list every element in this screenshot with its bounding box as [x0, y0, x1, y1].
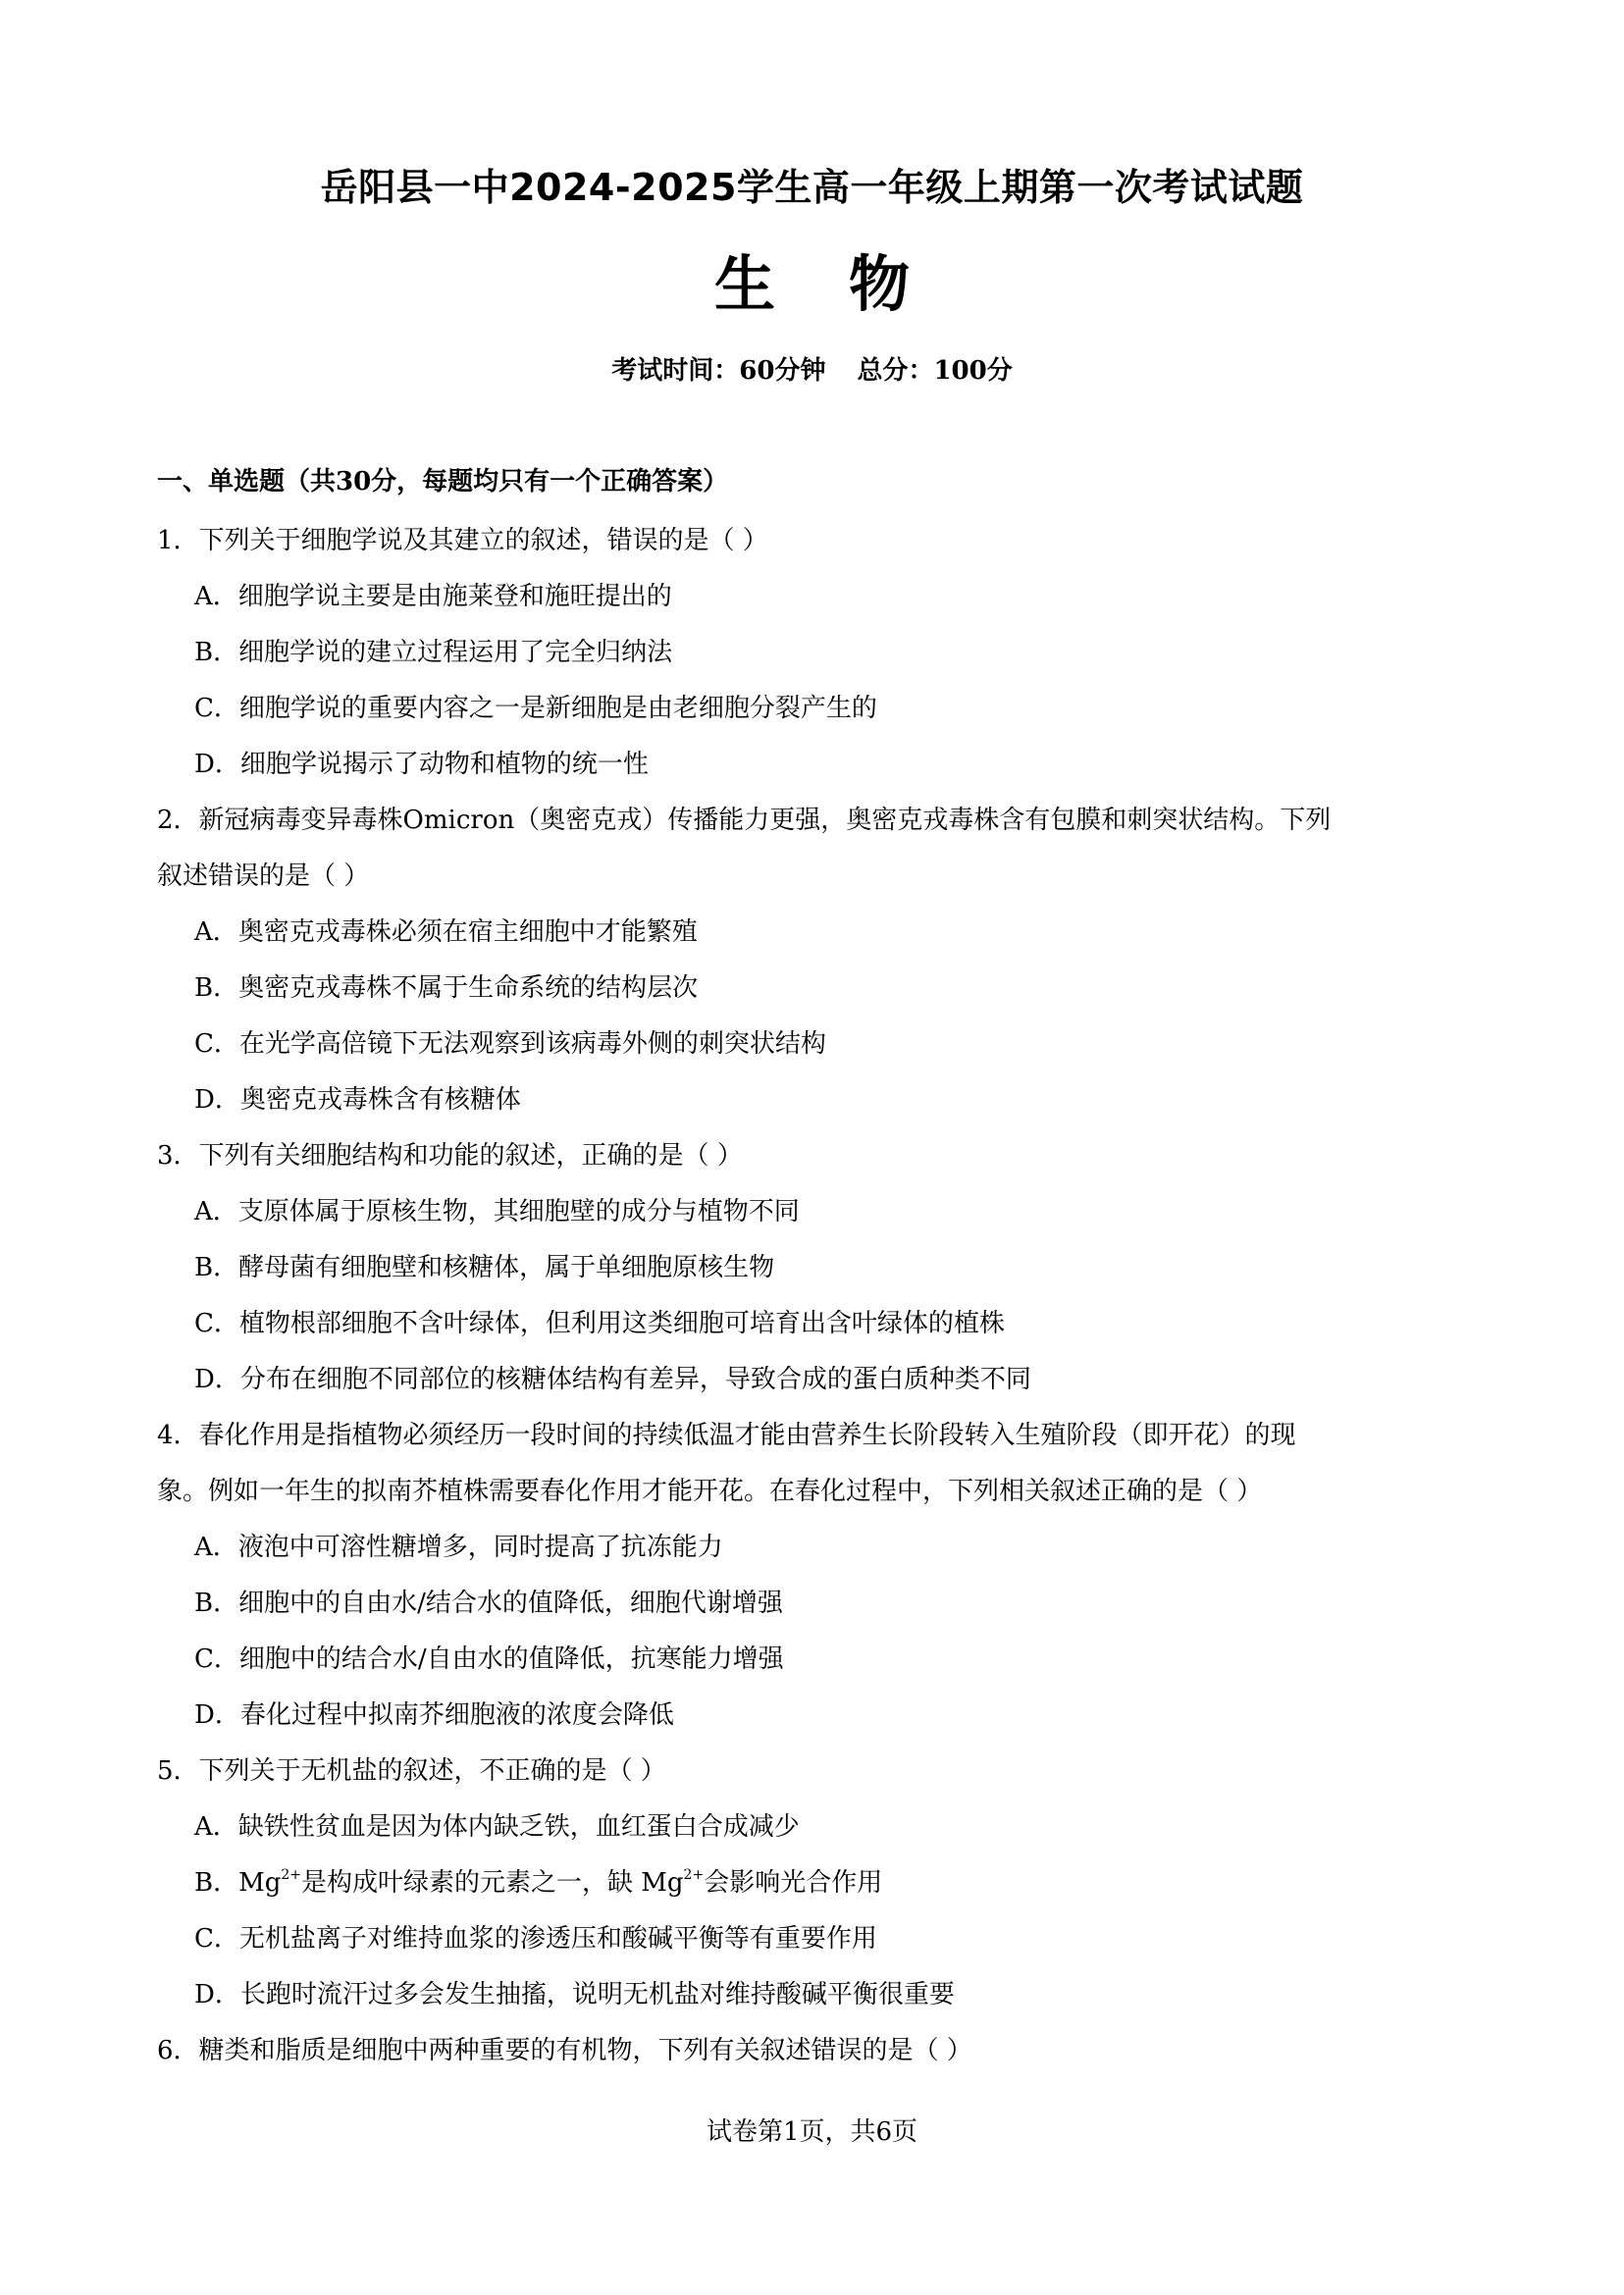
exam-info — [0, 350, 1624, 387]
question-5-option-b-middle: 是构成叶绿素的元素之一，缺 Mg — [301, 1868, 684, 1898]
magnesium-charge-superscript: 2+ — [683, 1867, 705, 1883]
question-2-stem-line-2: 叙述错误的是（ ） — [157, 861, 370, 891]
subject-title — [0, 235, 1624, 323]
question-4-option-c: C．细胞中的结合水/自由水的值降低，抗寒能力增强 — [194, 1644, 784, 1674]
question-5-option-b-suffix: 会影响光合作用 — [704, 1868, 883, 1898]
question-4-option-a: A．液泡中可溶性糖增多，同时提高了抗冻能力 — [194, 1533, 723, 1562]
subject-char-2: 物 — [849, 248, 911, 320]
question-5-option-a: A．缺铁性贫血是因为体内缺乏铁，血红蛋白合成减少 — [194, 1812, 800, 1842]
question-2-option-c: C．在光学高倍镜下无法观察到该病毒外侧的刺突状结构 — [194, 1029, 826, 1059]
question-4-stem-line-1: 4．春化作用是指植物必须经历一段时间的持续低温才能由营养生长阶段转入生殖阶段（即开花）的现 — [157, 1421, 1296, 1450]
subject-char-1: 生 — [713, 248, 775, 320]
question-2-stem-line-1: 2．新冠病毒变异毒株Omicron（奥密克戎）传播能力更强，奥密克戎毒株含有包膜和刺突状结构。下列 — [157, 806, 1332, 835]
exam-title: 岳阳县一中2024-2025学生高一年级上期第一次考试试题 — [320, 166, 1304, 209]
exam-total-score: 总分：100分 — [857, 356, 1013, 386]
question-5-option-d: D．长跑时流汗过多会发生抽搐，说明无机盐对维持酸碱平衡很重要 — [194, 1980, 955, 2009]
question-5-option-b — [194, 1865, 882, 1901]
question-1-option-a: A．细胞学说主要是由施莱登和施旺提出的 — [194, 582, 672, 611]
question-2-option-b: B．奥密克戎毒株不属于生命系统的结构层次 — [194, 973, 699, 1003]
question-3-option-c: C．植物根部细胞不含叶绿体，但利用这类细胞可培育出含叶绿体的植株 — [194, 1309, 1005, 1338]
question-5-option-b-prefix: B．Mg — [194, 1868, 282, 1898]
question-4-option-d: D．春化过程中拟南芥细胞液的浓度会降低 — [194, 1700, 674, 1730]
question-3-stem: 3．下列有关细胞结构和功能的叙述，正确的是（ ） — [157, 1141, 743, 1171]
question-4-option-b: B．细胞中的自由水/结合水的值降低，细胞代谢增强 — [194, 1589, 783, 1618]
question-1-option-c: C．细胞学说的重要内容之一是新细胞是由老细胞分裂产生的 — [194, 694, 877, 723]
section-heading: 一、单选题（共30分，每题均只有一个正确答案） — [157, 467, 729, 496]
question-5-stem: 5．下列关于无机盐的叙述，不正确的是（ ） — [157, 1756, 666, 1786]
exam-time: 考试时间：60分钟 — [611, 356, 826, 386]
question-6-stem: 6．糖类和脂质是细胞中两种重要的有机物，下列有关叙述错误的是（ ） — [157, 2036, 972, 2065]
question-3-option-d: D．分布在细胞不同部位的核糖体结构有差异，导致合成的蛋白质种类不同 — [194, 1365, 1031, 1394]
question-3-option-a: A．支原体属于原核生物，其细胞壁的成分与植物不同 — [194, 1197, 800, 1226]
question-2-option-a: A．奥密克戎毒株必须在宿主细胞中才能繁殖 — [194, 917, 698, 947]
question-2-option-d: D．奥密克戎毒株含有核糖体 — [194, 1085, 521, 1115]
page-footer: 试卷第1页，共6页 — [706, 2117, 918, 2147]
question-1-option-d: D．细胞学说揭示了动物和植物的统一性 — [194, 750, 649, 779]
question-4-stem-line-2: 象。例如一年生的拟南芥植株需要春化作用才能开花。在春化过程中，下列相关叙述正确的是（ ） — [157, 1477, 1263, 1506]
question-5-option-c: C．无机盐离子对维持血浆的渗透压和酸碱平衡等有重要作用 — [194, 1924, 877, 1954]
magnesium-charge-superscript: 2+ — [281, 1867, 302, 1883]
question-3-option-b: B．酵母菌有细胞壁和核糖体，属于单细胞原核生物 — [194, 1253, 775, 1282]
question-1-option-b: B．细胞学说的建立过程运用了完全归纳法 — [194, 638, 673, 667]
question-1-stem: 1．下列关于细胞学说及其建立的叙述，错误的是（ ） — [157, 526, 768, 555]
